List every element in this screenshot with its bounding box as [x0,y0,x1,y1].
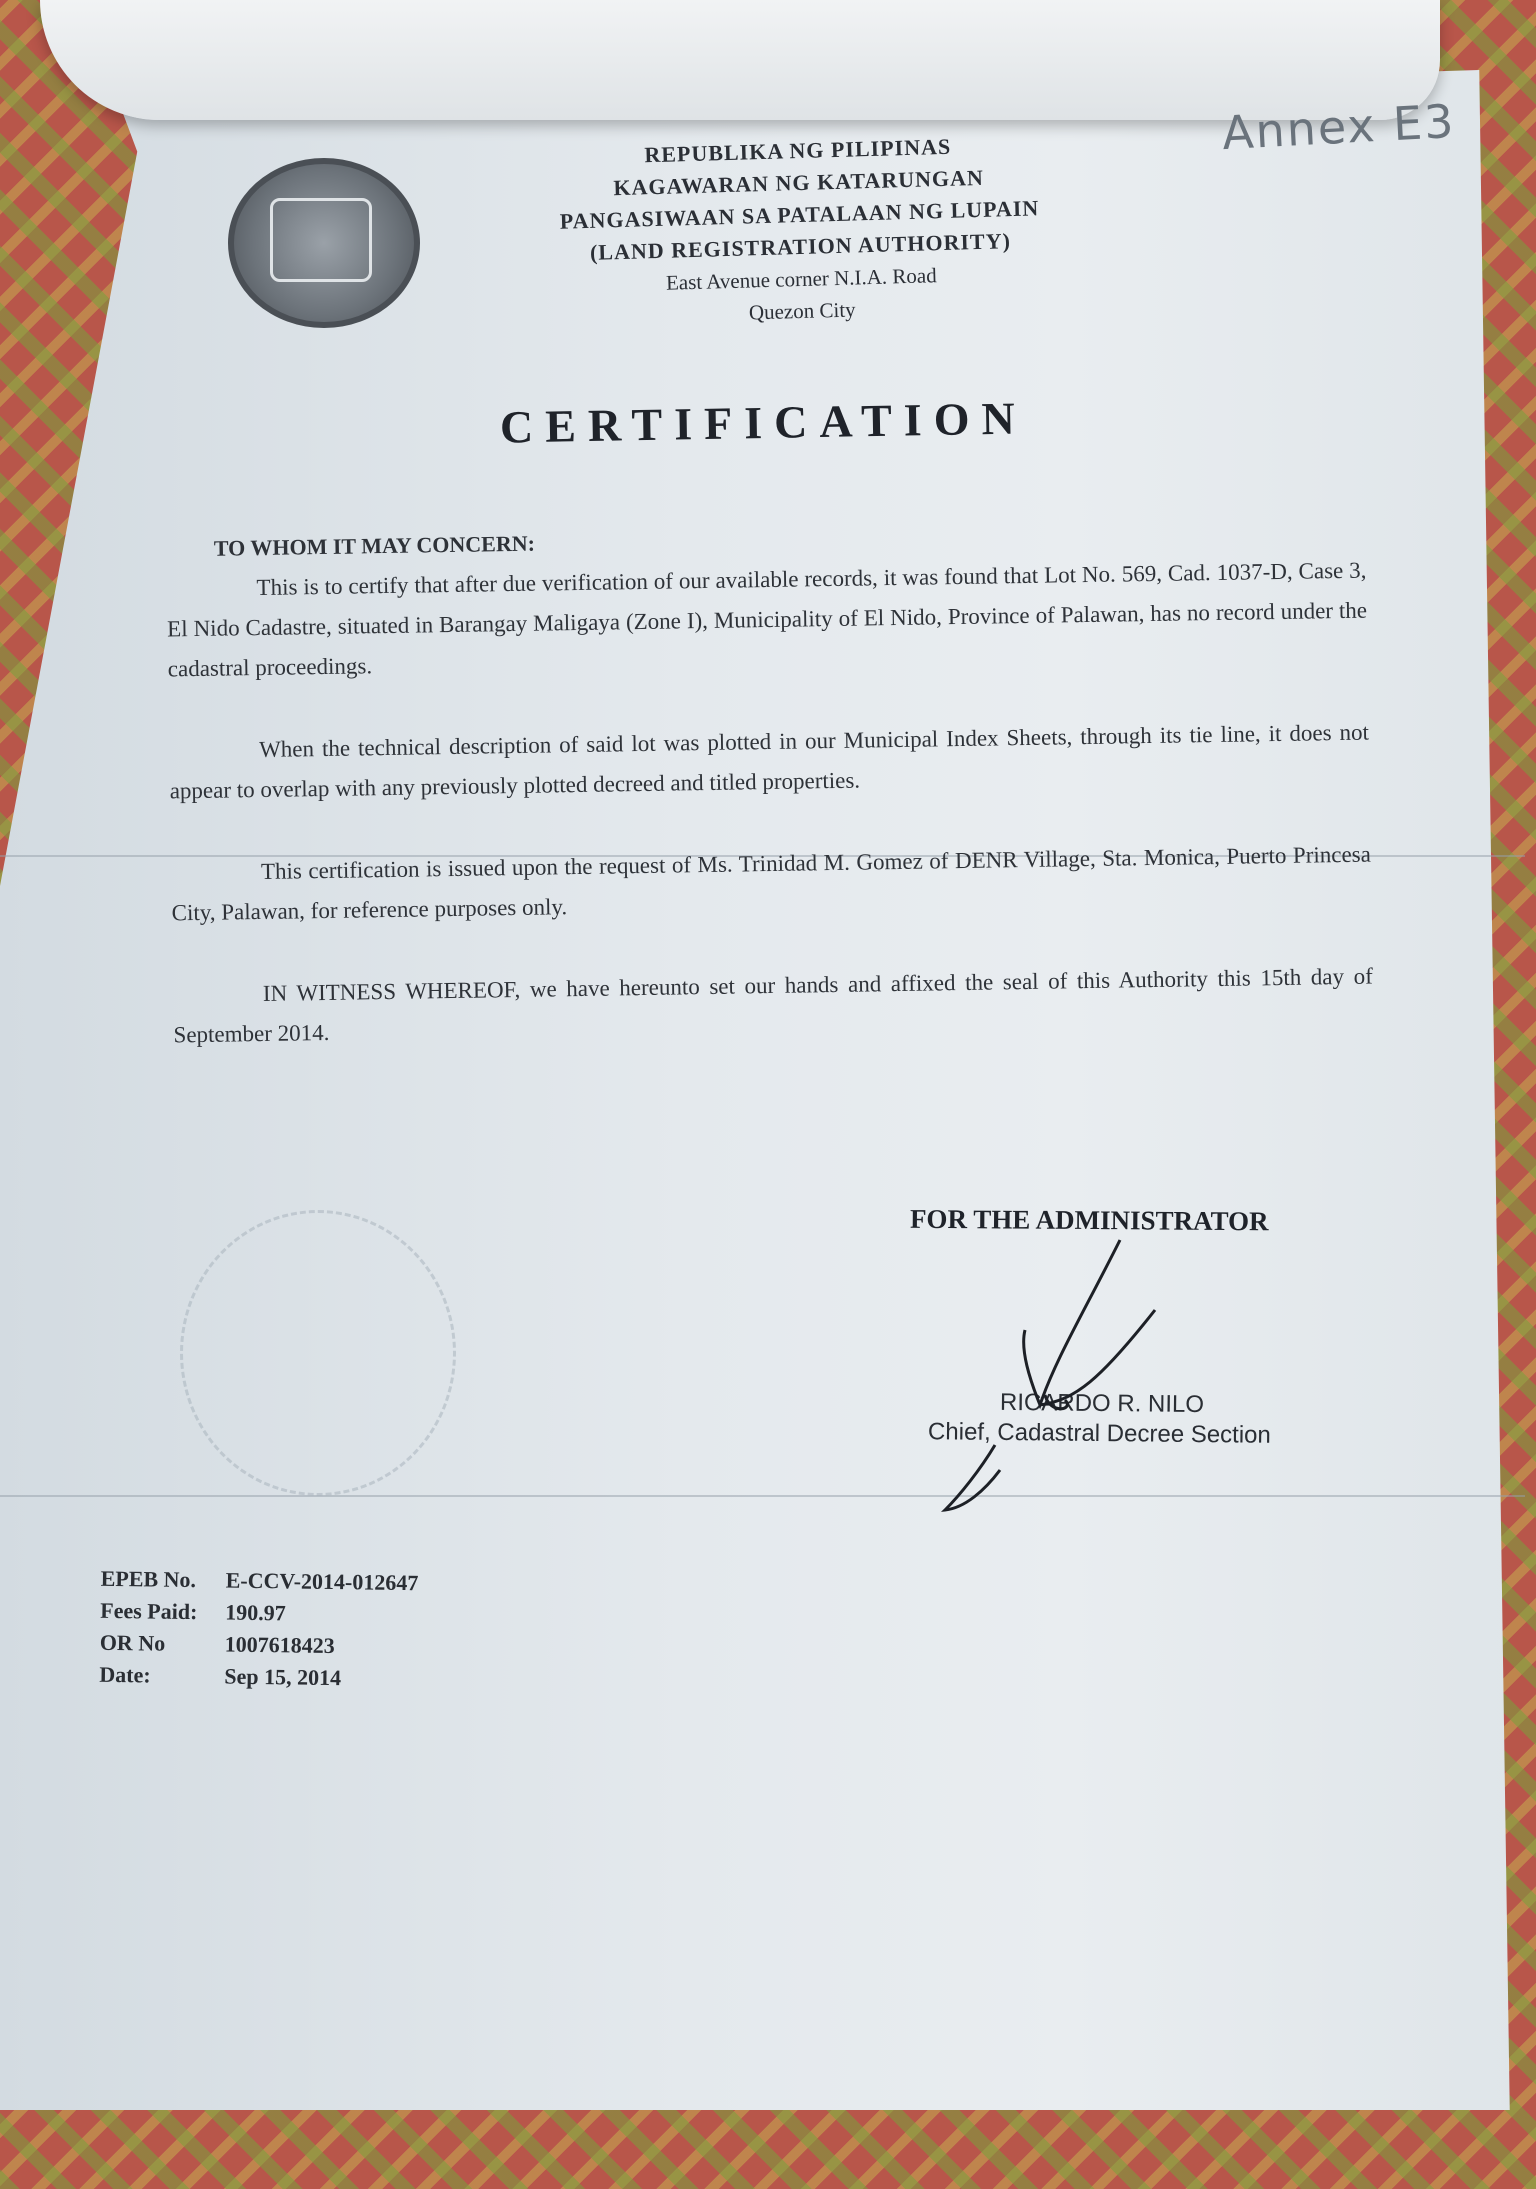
meta-label: Fees Paid: [100,1597,198,1625]
payment-details [99,1563,418,1695]
salutation: TO WHOM IT MAY CONCERN: [213,530,536,561]
meta-row-or [100,1627,418,1663]
header-line-1: REPUBLIKA NG PILIPINAS [644,133,952,168]
meta-label: OR No [99,1629,166,1656]
certificate-body [166,511,1375,1098]
header-line-4: (LAND REGISTRATION AUTHORITY) [589,228,1012,265]
paragraph-1: This is to certify that after due verification of our available records, it was found that Lot No. 569, Cad. 1037-D, Case 3, El Nido Cadastre, situated in Barangay Maligaya (Zone I), Municipality of El Nido, Province of Palawan, has no record under the cadastral proceedings. [166,557,1368,682]
handwritten-annex-label: Annex E3 [1220,93,1457,161]
header-line-2: KAGAWARAN NG KATARUNGAN [613,164,985,201]
signatory-position: Chief, Cadastral Decree Section [927,1418,1271,1449]
meta-value: 190.97 [225,1599,286,1626]
meta-row-date [99,1659,417,1695]
for-administrator-label: FOR THE ADMINISTRATOR [909,1203,1269,1237]
letterhead [447,125,1152,336]
header-line-3: PANGASIWAAN SA PATALAAN NG LUPAIN [559,195,1040,234]
meta-value: Sep 15, 2014 [224,1663,342,1691]
meta-label: Date: [99,1661,151,1688]
document-title: CERTIFICATION [499,392,1028,453]
meta-row-fees [100,1595,418,1631]
meta-value: E-CCV-2014-012647 [225,1567,419,1596]
meta-row-epeb [100,1563,418,1599]
meta-label: EPEB No. [100,1565,197,1593]
paragraph-4: IN WITNESS WHEREOF, we have hereunto set our hands and affixed the seal of this Authority this 15th day of September 2014. [173,963,1373,1048]
embossed-seal-icon [180,1210,456,1496]
handwritten-signature-icon [925,1230,1185,1520]
meta-value: 1007618423 [224,1631,335,1659]
signatory-name: RICARDO R. NILO [999,1388,1205,1419]
folded-paper-flap [40,0,1440,120]
paragraph-3: This certification is issued upon the request of Ms. Trinidad M. Gomez of DENR Village, Sta. Monica, Puerto Princesa City, Palawan, for reference purposes only. [171,841,1372,926]
header-address-1: East Avenue corner N.I.A. Road [665,263,938,295]
lra-seal-icon [228,158,420,328]
fold-crease [0,1495,1525,1497]
header-address-2: Quezon City [748,297,856,325]
paragraph-2: When the technical description of said lot was plotted in our Municipal Index Sheets, through its tie line, it does not appear to overlap with any previously plotted decreed and titled properties. [169,719,1370,804]
